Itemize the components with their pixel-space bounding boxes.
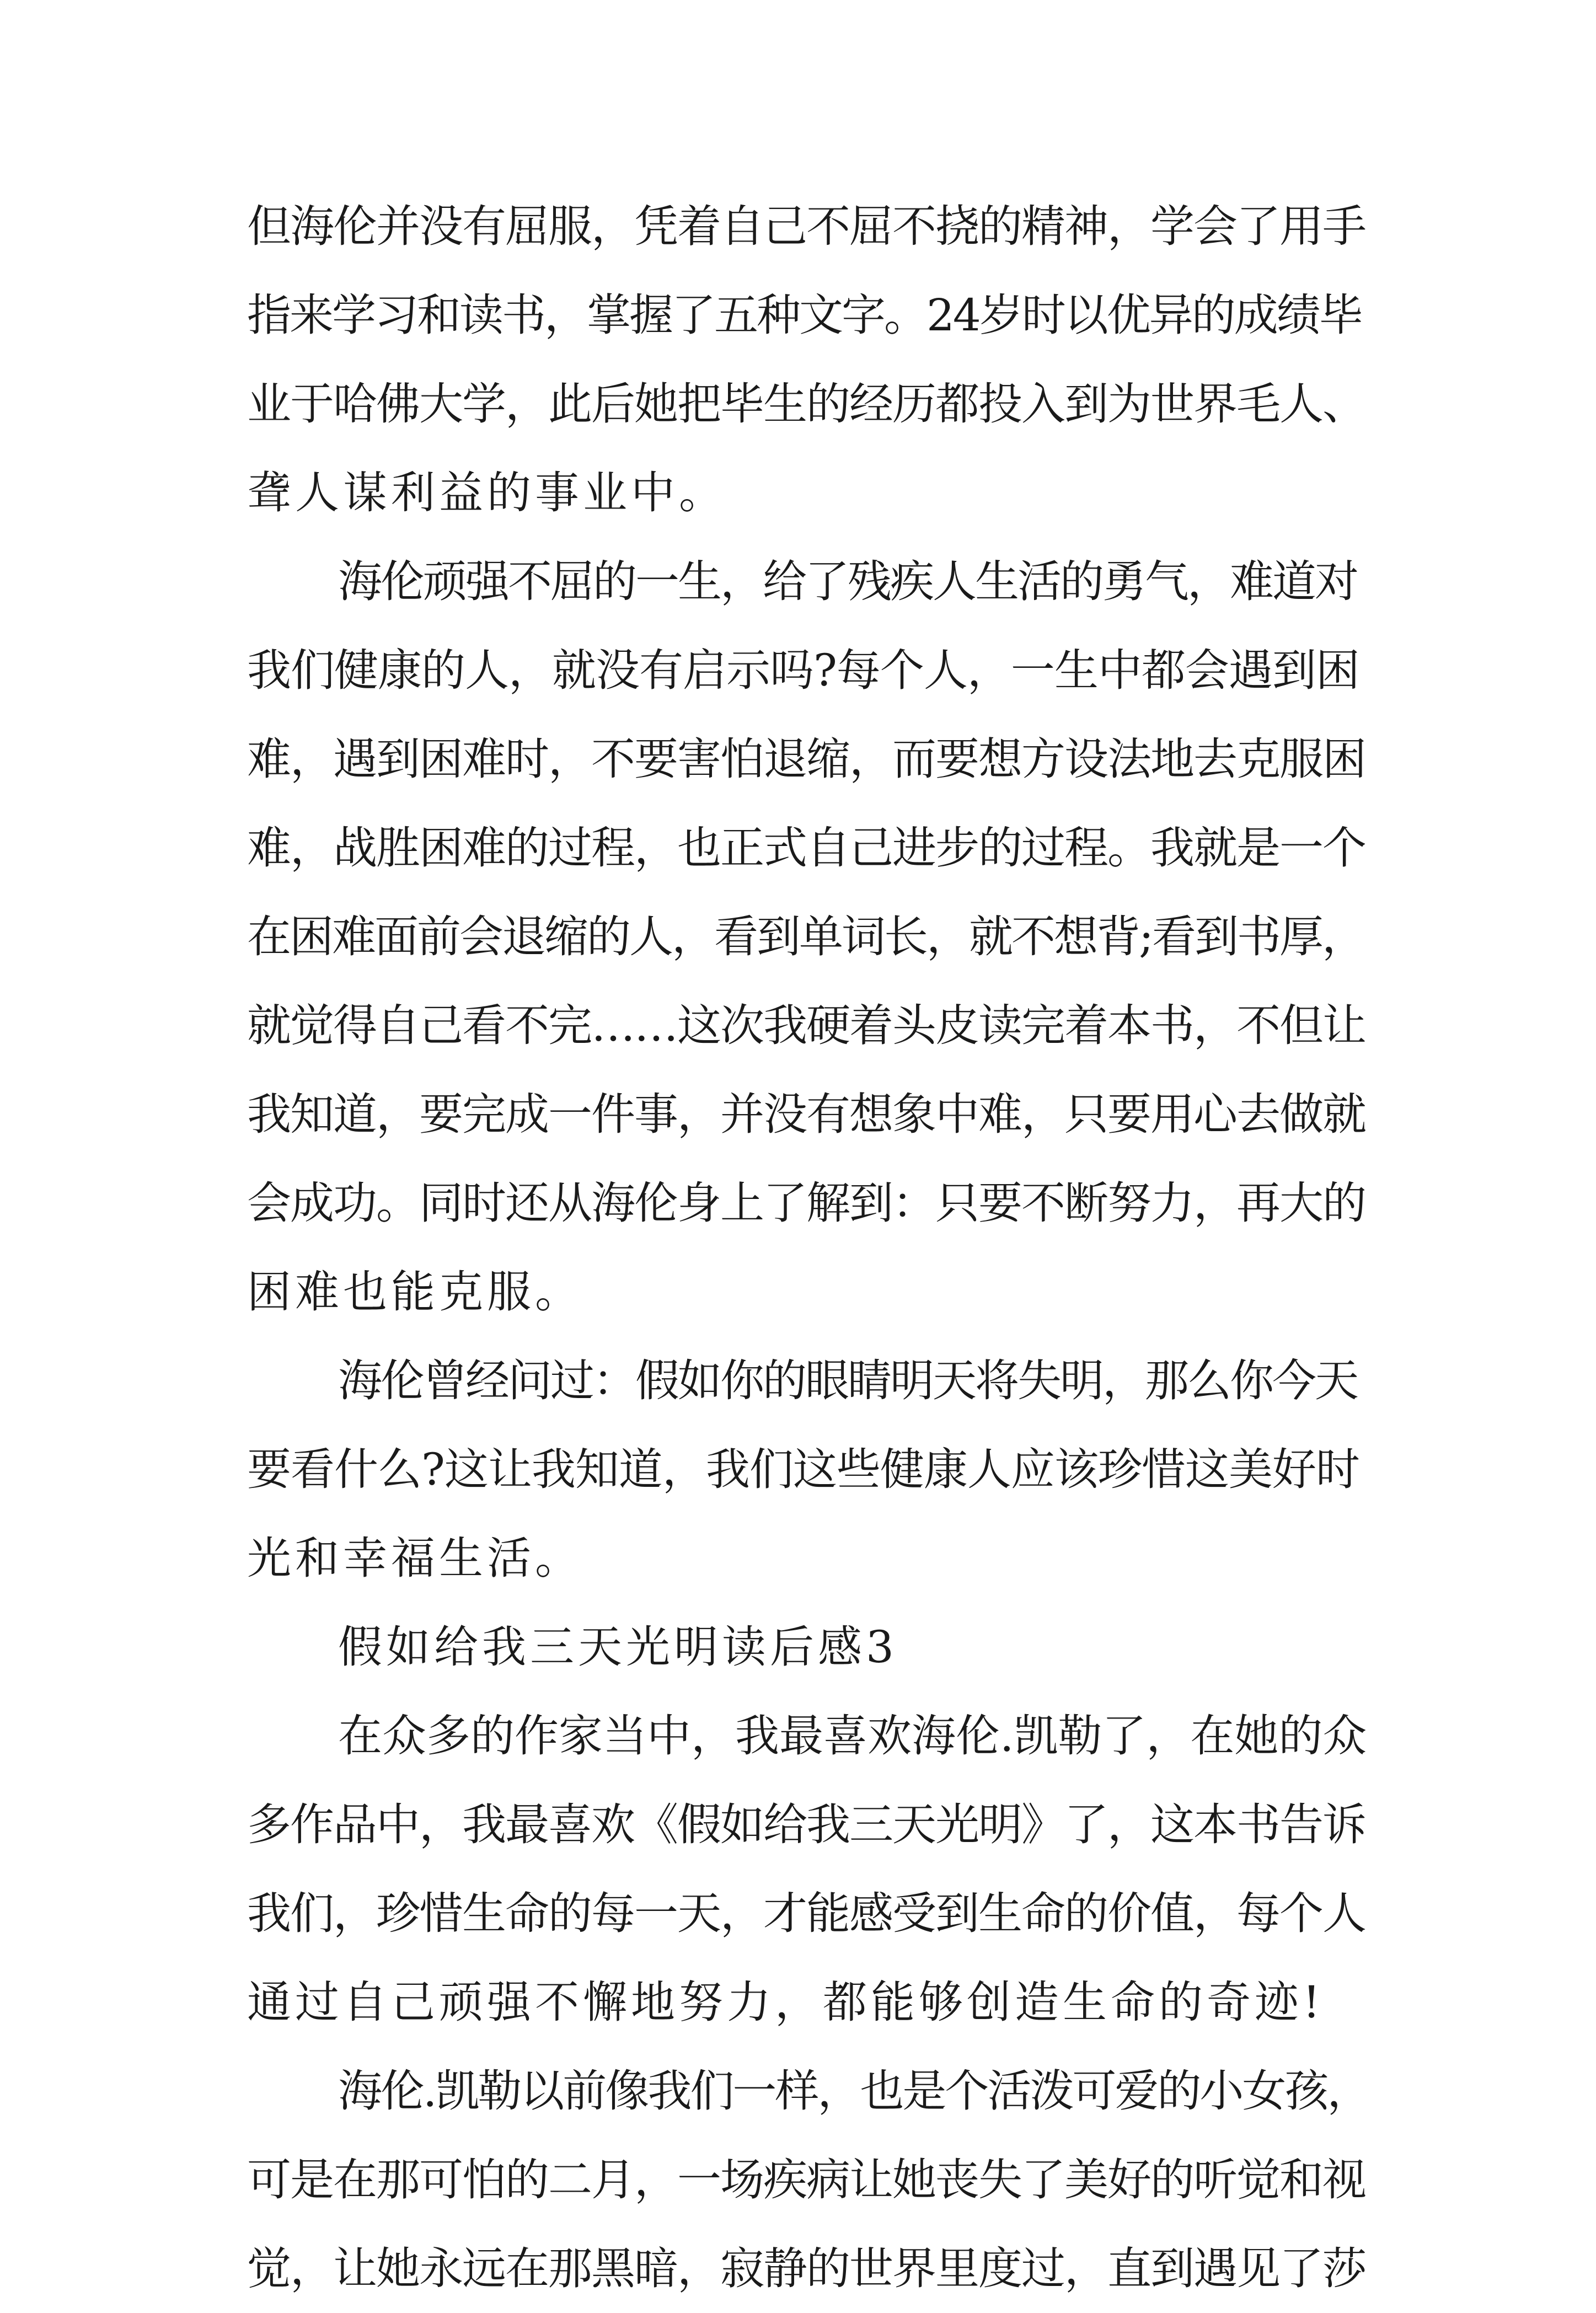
text-line: 我们，珍惜生命的每一天，才能感受到生命的价值，每个人 bbox=[247, 1888, 1365, 1939]
text-line: 会成功。同时还从海伦身上了解到：只要不断努力，再大的 bbox=[247, 1177, 1365, 1229]
text-line: 在困难面前会退缩的人，看到单词长，就不想背;看到书厚， bbox=[247, 911, 1364, 962]
text-line: 假如给我三天光明读后感3 bbox=[338, 1621, 898, 1673]
text-line: 指来学习和读书，掌握了五种文字。24岁时以优异的成绩毕 bbox=[247, 290, 1362, 341]
text-line: 可是在那可怕的二月，一场疾病让她丧失了美好的听觉和视 bbox=[247, 2154, 1365, 2205]
text-line: 但海伦并没有屈服，凭着自己不屈不挠的精神，学会了用手 bbox=[247, 201, 1365, 252]
text-line: 通过自己顽强不懈地努力，都能够创造生命的奇迹! bbox=[247, 1977, 1325, 2028]
text-line: 海伦曾经问过：假如你的眼睛明天将失明，那么你今天 bbox=[338, 1355, 1357, 1406]
text-line: 海伦.凯勒以前像我们一样，也是个活泼可爱的小女孩， bbox=[338, 2065, 1370, 2117]
text-line: 光和幸福生活。 bbox=[247, 1533, 583, 1584]
text-line: 多作品中，我最喜欢《假如给我三天光明》了，这本书告诉 bbox=[247, 1799, 1365, 1850]
text-line: 在众多的作家当中，我最喜欢海伦.凯勒了，在她的众 bbox=[338, 1710, 1367, 1761]
text-line: 就觉得自己看不完……这次我硬着头皮读完着本书，不但让 bbox=[247, 1000, 1365, 1051]
text-line: 海伦顽强不屈的一生，给了残疾人生活的勇气，难道对 bbox=[338, 556, 1357, 607]
document-body bbox=[247, 182, 1370, 2313]
text-line: 我们健康的人，就没有启示吗?每个人，一生中都会遇到困 bbox=[247, 645, 1359, 696]
text-line: 要看什么?这让我知道，我们这些健康人应该珍惜这美好时 bbox=[247, 1444, 1359, 1495]
text-line: 困难也能克服。 bbox=[247, 1266, 583, 1318]
text-line: 业于哈佛大学，此后她把毕生的经历都投入到为世界毛人、 bbox=[247, 378, 1365, 430]
text-line: 觉，让她永远在那黑暗，寂静的世界里度过，直到遇见了莎 bbox=[247, 2243, 1365, 2294]
text-line: 聋人谋利益的事业中。 bbox=[247, 467, 727, 518]
text-line: 难，战胜困难的过程，也正式自己进步的过程。我就是一个 bbox=[247, 822, 1365, 874]
text-line: 难，遇到困难时，不要害怕退缩，而要想方设法地去克服困 bbox=[247, 733, 1365, 785]
text-line: 我知道，要完成一件事，并没有想象中难，只要用心去做就 bbox=[247, 1089, 1365, 1140]
